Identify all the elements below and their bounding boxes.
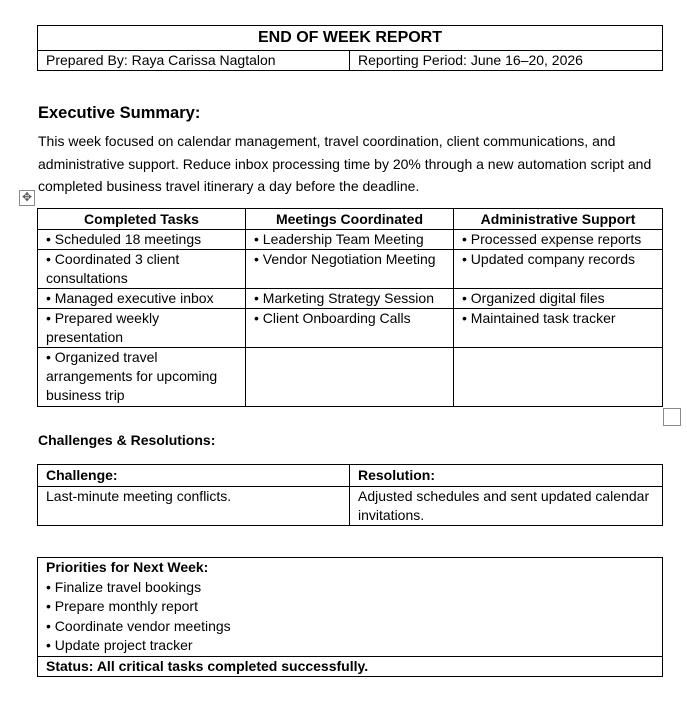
table-cell: • Prepared weekly presentation xyxy=(38,309,246,348)
prepared-by: Prepared By: Raya Carissa Nagtalon xyxy=(38,51,350,71)
table-cell: • Vendor Negotiation Meeting xyxy=(246,250,454,289)
executive-summary-heading: Executive Summary: xyxy=(38,104,201,122)
table-cell: • Scheduled 18 meetings xyxy=(38,230,246,250)
priorities-table xyxy=(37,557,663,677)
list-item: • Coordinate vendor meetings xyxy=(46,617,231,634)
challenges-table xyxy=(37,464,663,526)
table-row xyxy=(38,309,663,348)
table-row xyxy=(38,250,663,289)
executive-summary-text: This week focused on calendar management, travel coordination, client communications, and administrative support. Reduce inbox processing time by 20% through a new automation script and completed business travel itinerary a day before the deadline. xyxy=(38,133,652,194)
move-arrows-icon[interactable]: ✥ xyxy=(19,190,35,206)
table-row xyxy=(38,289,663,309)
list-item: • Finalize travel bookings xyxy=(46,578,202,595)
list-item: • Update project tracker xyxy=(46,637,193,653)
header-table xyxy=(37,25,663,71)
col-header-admin: Administrative Support xyxy=(454,209,663,230)
table-row xyxy=(38,230,663,250)
col-header-completed: Completed Tasks xyxy=(38,209,246,230)
table-cell: • Client Onboarding Calls xyxy=(246,309,454,348)
table-cell: • Organized travel arrangements for upcoming business trip xyxy=(38,348,246,407)
table-cell xyxy=(246,348,454,407)
resolution-text: Adjusted schedules and sent updated calendar invitations. xyxy=(350,487,663,526)
table-cell: • Maintained task tracker xyxy=(454,309,663,348)
challenge-text: Last-minute meeting conflicts. xyxy=(38,487,350,526)
list-item: • Prepare monthly report xyxy=(46,598,198,614)
table-cell: • Leadership Team Meeting xyxy=(246,230,454,250)
col-header-meetings: Meetings Coordinated xyxy=(246,209,454,230)
status-line: Status: All critical tasks completed successfully. xyxy=(38,656,663,676)
report-title: END OF WEEK REPORT xyxy=(38,26,663,51)
table-cell: • Processed expense reports xyxy=(454,230,663,250)
table-cell: • Managed executive inbox xyxy=(38,289,246,309)
resize-square-icon[interactable] xyxy=(663,408,681,426)
table-cell: • Coordinated 3 client consultations xyxy=(38,250,246,289)
table-cell: • Updated company records xyxy=(454,250,663,289)
tasks-table xyxy=(37,208,663,407)
table-cell: • Marketing Strategy Session xyxy=(246,289,454,309)
resolution-label: Resolution: xyxy=(350,465,663,487)
table-row xyxy=(38,348,663,407)
table-cell: • Organized digital files xyxy=(454,289,663,309)
table-row xyxy=(38,487,663,526)
priorities-title: Priorities for Next Week: xyxy=(46,559,209,575)
reporting-period: Reporting Period: June 16–20, 2026 xyxy=(350,51,663,71)
challenge-label: Challenge: xyxy=(38,465,350,487)
priorities-cell xyxy=(38,558,663,657)
challenges-heading: Challenges & Resolutions: xyxy=(38,432,216,448)
table-cell xyxy=(454,348,663,407)
